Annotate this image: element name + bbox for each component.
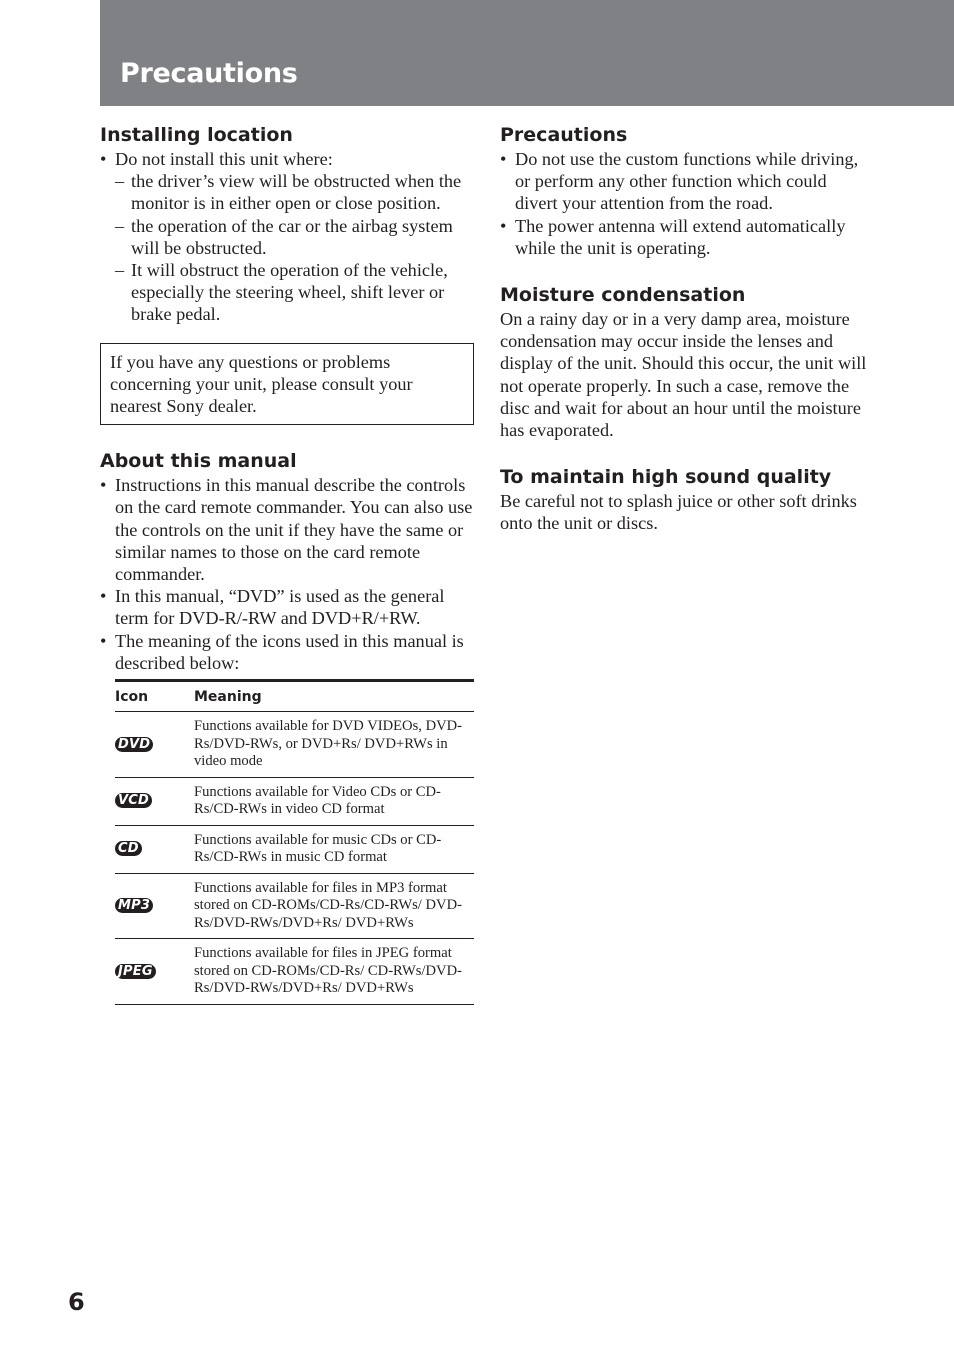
about-manual-list (100, 474, 474, 674)
sound-quality-section (500, 464, 870, 534)
bullet-icon: • (100, 149, 107, 169)
installing-location-heading: Installing location (100, 124, 293, 146)
table-row (115, 777, 474, 825)
icon-cell (115, 777, 194, 825)
precautions-section (500, 122, 870, 259)
dvd-icon: DVD (115, 737, 153, 752)
mp3-icon: MP3 (115, 898, 153, 913)
meaning-cell: Functions available for music CDs or CD-Rs/CD-RWs in music CD format (194, 825, 474, 873)
about-manual-heading: About this manual (100, 450, 297, 473)
about-item-text: The meaning of the icons used in this manual is described below: (115, 630, 464, 673)
spacer (100, 425, 474, 448)
column-header-icon: Icon (115, 681, 194, 712)
meaning-cell: Functions available for Video CDs or CD-Rs/CD-RWs in video CD format (194, 777, 474, 825)
meaning-cell: Functions available for DVD VIDEOs, DVD-Rs/DVD-RWs, or DVD+Rs/ DVD+RWs in video mode (194, 712, 474, 778)
table-row (115, 939, 474, 1005)
column-header-meaning: Meaning (194, 681, 474, 712)
installing-location-list (100, 148, 474, 326)
cd-icon: CD (115, 841, 142, 856)
table-header-row (115, 681, 474, 712)
spacer (500, 259, 870, 282)
spacer (500, 441, 870, 464)
list-item (100, 585, 474, 629)
table-row (115, 825, 474, 873)
page-number: 6 (68, 1288, 85, 1316)
moisture-text: On a rainy day or in a very damp area, moisture condensation may occur inside the lenses and display of the unit. Should this occur, the unit will not operate properly. In such a case, remove the disc and wait for about an hour until the moisture has evaporated. (500, 309, 867, 441)
jpeg-icon: JPEG (115, 964, 156, 979)
list-item (100, 148, 474, 326)
bullet-icon: • (100, 630, 107, 651)
bullet-icon: • (500, 149, 507, 169)
icon-cell (115, 873, 194, 939)
installing-intro: Do not install this unit where: (115, 149, 333, 169)
installing-item-text: the operation of the car or the airbag system will be obstructed. (131, 215, 453, 258)
dash-icon: – (115, 171, 125, 192)
dash-icon: – (115, 260, 125, 281)
installing-sublist (115, 170, 474, 325)
precautions-heading: Precautions (500, 124, 628, 146)
about-manual-section (100, 448, 474, 1004)
list-item (115, 170, 474, 214)
meaning-cell: Functions available for files in JPEG format stored on CD-ROMs/CD-Rs/ CD-RWs/DVD-Rs/DVD-RWs/DVD+Rs/ DVD+RWs (194, 939, 474, 1005)
header-band (100, 0, 954, 106)
list-item (500, 148, 870, 215)
table-row (115, 873, 474, 939)
table-row (115, 712, 474, 778)
icon-meaning-table (115, 679, 474, 1005)
list-item (115, 259, 474, 326)
icon-cell (115, 939, 194, 1005)
page-title: Precautions (120, 58, 298, 89)
sound-quality-text: Be careful not to splash juice or other soft drinks onto the unit or discs. (500, 491, 857, 534)
dealer-notice-box: If you have any questions or problems concerning your unit, please consult your nearest Sony dealer. (100, 343, 474, 426)
list-item (500, 215, 870, 259)
about-item-text: Instructions in this manual describe the controls on the card remote commander. You can also use the controls on the unit if they have the same or similar names to those on the card remote commander. (115, 475, 473, 585)
moisture-heading: Moisture condensation (500, 284, 746, 307)
bullet-icon: • (500, 215, 507, 236)
icon-cell (115, 825, 194, 873)
left-column (100, 122, 474, 1005)
precautions-item-text: Do not use the custom functions while driving, or perform any other function which could divert your attention from the road. (515, 149, 859, 214)
moisture-section (500, 282, 870, 441)
precautions-item-text: The power antenna will extend automatically while the unit is operating. (515, 215, 846, 258)
dash-icon: – (115, 215, 125, 236)
installing-item-text: It will obstruct the operation of the vehicle, especially the steering wheel, shift lever or brake pedal. (131, 260, 448, 325)
right-column (500, 122, 870, 535)
bullet-icon: • (100, 475, 107, 496)
installing-location-section (100, 122, 474, 326)
list-item (115, 215, 474, 259)
meaning-cell: Functions available for files in MP3 format stored on CD-ROMs/CD-Rs/CD-RWs/ DVD-Rs/DVD-RWs/DVD+Rs/ DVD+RWs (194, 873, 474, 939)
about-item-text: In this manual, “DVD” is used as the general term for DVD-R/-RW and DVD+R/+RW. (115, 586, 445, 629)
list-item (100, 630, 474, 674)
icon-cell (115, 712, 194, 778)
bullet-icon: • (100, 586, 107, 607)
list-item (100, 474, 474, 585)
precautions-list (500, 148, 870, 259)
vcd-icon: VCD (115, 793, 152, 808)
sound-quality-heading: To maintain high sound quality (500, 466, 832, 489)
installing-item-text: the driver’s view will be obstructed when the monitor is in either open or close position. (131, 171, 462, 214)
